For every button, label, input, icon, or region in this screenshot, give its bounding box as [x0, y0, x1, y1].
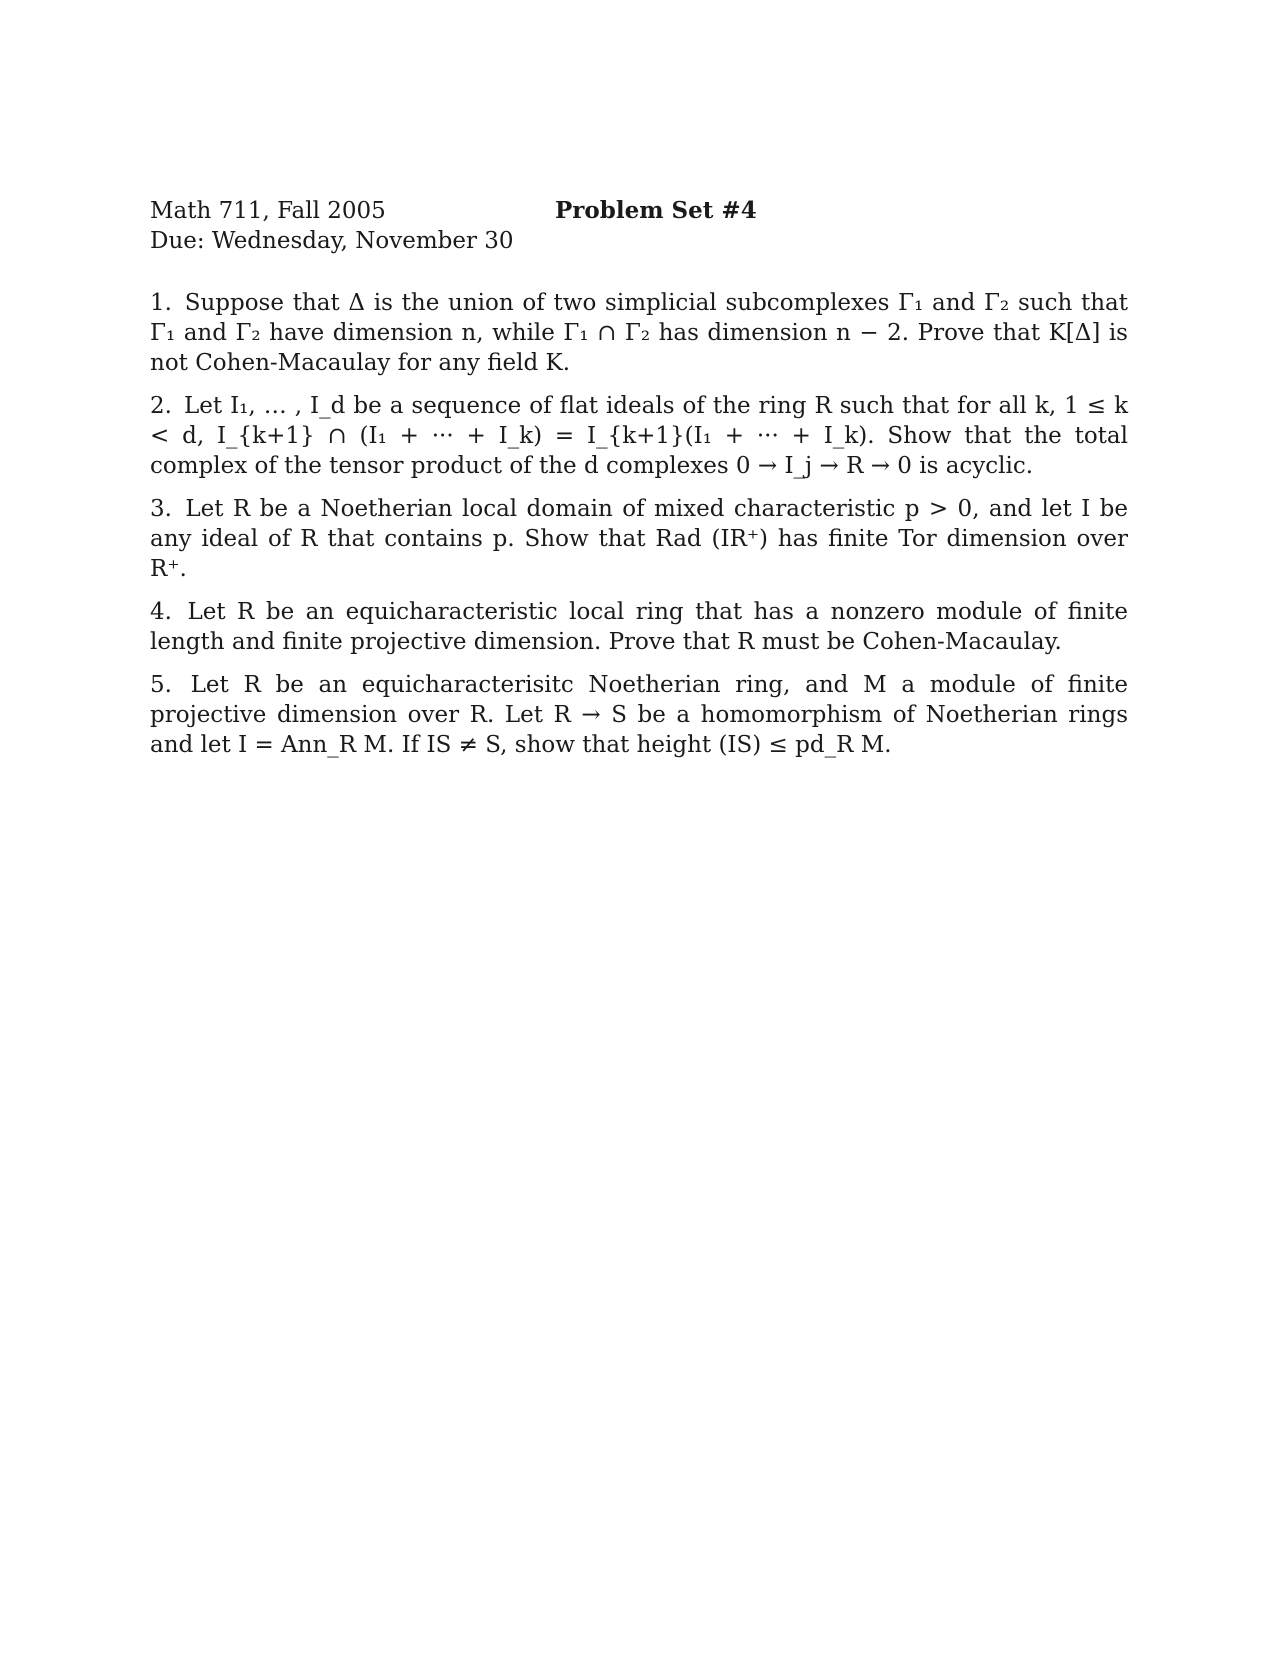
document-page [150, 196, 1128, 773]
course-label: Math 711, Fall 2005 [150, 198, 386, 224]
problem-number: 4. [150, 599, 172, 625]
problem-item [150, 670, 1128, 760]
page-title: Problem Set #4 [555, 197, 757, 224]
problem-text: Let I₁, … , I_d be a sequence of flat ideals of the ring R such that for all k, 1 ≤ k < d, I_{k+1} ∩ (I₁ + ··· + I_k) = I_{k+1}(I₁ + ··· + I_k). Show that the total complex of the tensor product of the d complexes 0 → I_j → R → 0 is acyclic. [150, 393, 1129, 479]
problem-number: 5. [150, 672, 172, 698]
problem-text: Let R be an equicharacteristic local ring that has a nonzero module of finite length and finite projective dimension. Prove that R must be Cohen-Macaulay. [150, 599, 1128, 655]
problem-text: Let R be a Noetherian local domain of mixed characteristic p > 0, and let I be any ideal of R that contains p. Show that Rad (IR⁺) has finite Tor dimension over R⁺. [150, 496, 1128, 582]
problem-item [150, 391, 1128, 481]
problem-text: Let R be an equicharacterisitc Noetherian ring, and M a module of finite projective dimension over R. Let R → S be a homomorphism of Noetherian rings and let I = Ann_R M. If IS ≠ S, show that height (IS) ≤ pd_R M. [150, 672, 1128, 758]
problem-item [150, 597, 1128, 657]
problem-number: 3. [150, 496, 172, 522]
problem-number: 2. [150, 393, 172, 419]
due-date: Due: Wednesday, November 30 [150, 228, 514, 254]
problem-item [150, 288, 1128, 378]
problem-number: 1. [150, 290, 172, 316]
problem-item [150, 494, 1128, 584]
document-header [150, 196, 1128, 258]
problem-list [150, 288, 1128, 760]
problem-text: Suppose that Δ is the union of two simplicial subcomplexes Γ₁ and Γ₂ such that Γ₁ and Γ₂ have dimension n, while Γ₁ ∩ Γ₂ has dimension n − 2. Prove that K[Δ] is not Cohen-Macaulay for any field K. [150, 290, 1128, 376]
